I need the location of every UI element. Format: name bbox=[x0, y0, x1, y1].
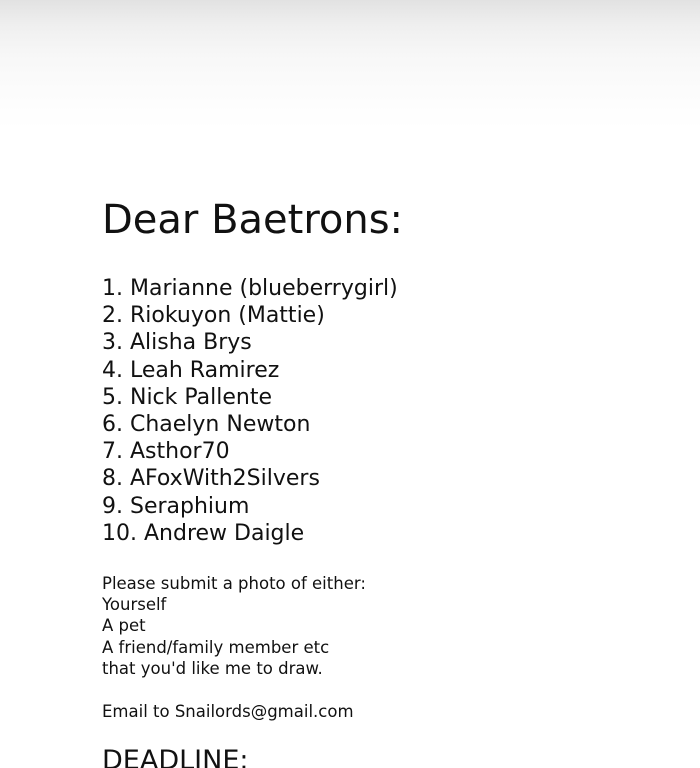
instruction-line: A friend/family member etc bbox=[102, 637, 330, 657]
submission-instructions bbox=[102, 573, 366, 679]
list-item: 2. Riokuyon (Mattie) bbox=[102, 303, 325, 329]
list-item: 10. Andrew Daigle bbox=[102, 520, 305, 546]
list-item: 5. Nick Pallente bbox=[102, 384, 273, 410]
list-item: 3. Alisha Brys bbox=[102, 330, 252, 356]
email-text: Email to Snailords@gmail.com bbox=[102, 702, 354, 721]
deadline-heading: DEADLINE: bbox=[102, 745, 249, 768]
instruction-line: A pet bbox=[102, 616, 146, 636]
list-item: 4. Leah Ramirez bbox=[102, 357, 280, 383]
page-title: Dear Baetrons: bbox=[102, 197, 404, 243]
list-item: 8. AFoxWith2Silvers bbox=[102, 466, 320, 492]
instruction-line: that you'd like me to draw. bbox=[102, 658, 323, 678]
instruction-line: Yourself bbox=[102, 595, 167, 615]
winner-list bbox=[102, 275, 398, 547]
instruction-line: Please submit a photo of either: bbox=[102, 574, 366, 593]
list-item: 7. Asthor70 bbox=[102, 439, 230, 465]
list-item: 9. Seraphium bbox=[102, 493, 250, 519]
list-item: 6. Chaelyn Newton bbox=[102, 412, 311, 438]
list-item: 1. Marianne (blueberrygirl) bbox=[102, 276, 398, 301]
